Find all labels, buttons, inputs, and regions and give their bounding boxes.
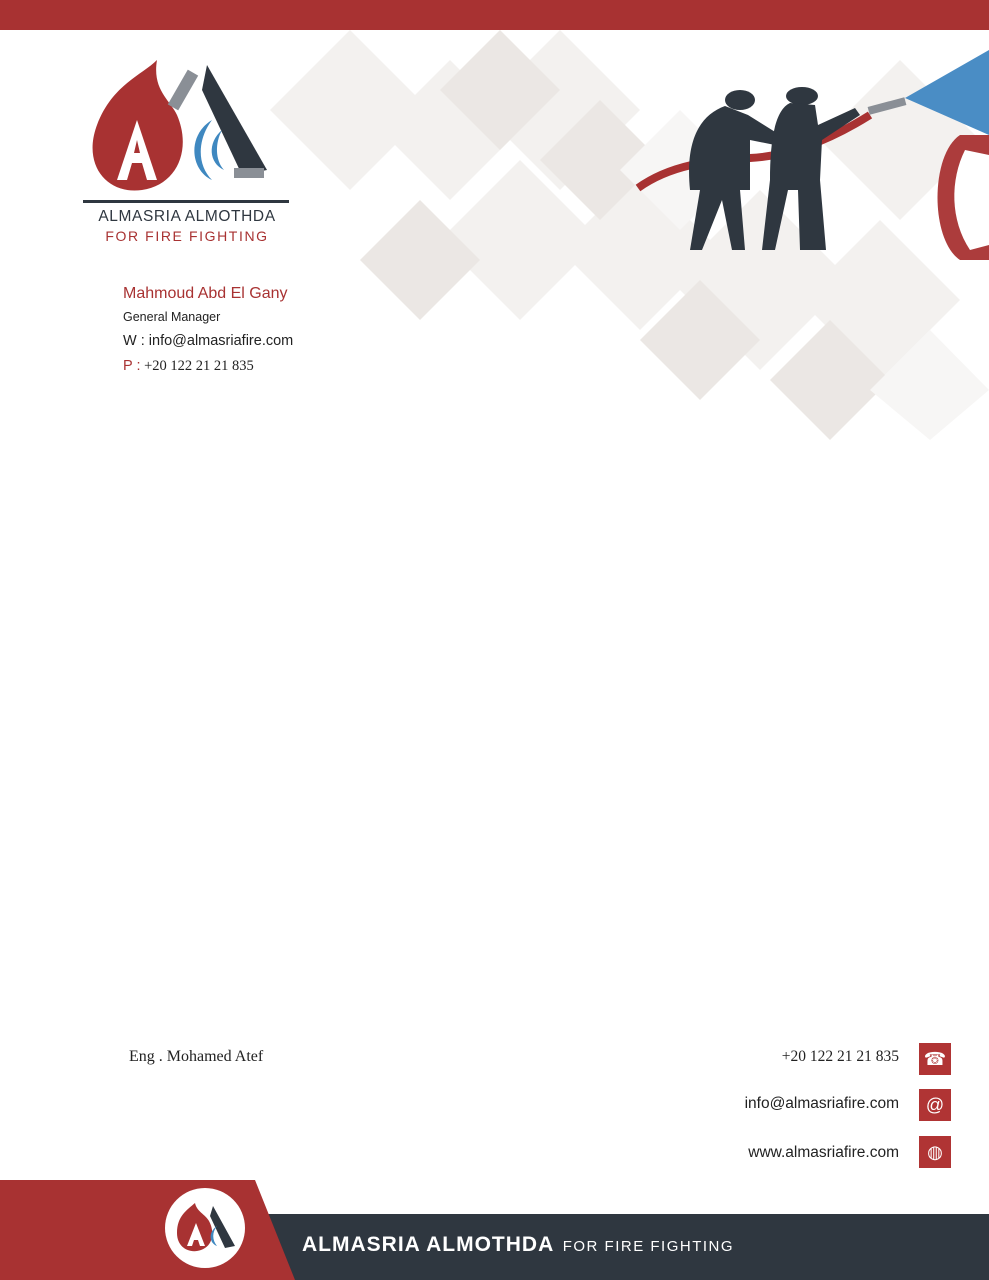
contact-phone	[123, 358, 254, 375]
at-icon: @	[919, 1089, 951, 1121]
logo-company-name: ALMASRIA ALMOTHDA	[98, 208, 276, 225]
phone-icon: ☎	[919, 1043, 951, 1075]
contact-name: Mahmoud Abd El Gany	[123, 285, 288, 302]
web-value[interactable]: info@almasriafire.com	[148, 333, 294, 349]
phone-value: +20 122 21 21 835	[144, 358, 254, 374]
contact-role: General Manager	[123, 310, 221, 324]
footer-band	[0, 1178, 989, 1280]
footer-logo	[165, 1188, 245, 1268]
globe-icon: ◍	[919, 1136, 951, 1168]
footer-website	[748, 1144, 899, 1162]
footer-brand	[302, 1233, 734, 1257]
web-label: W :	[123, 333, 145, 349]
logo-tagline: FOR FIRE FIGHTING	[105, 228, 269, 244]
footer-phone	[782, 1048, 899, 1066]
footer-website-text[interactable]: www.almasriafire.com	[748, 1144, 899, 1161]
footer-phone-text: +20 122 21 21 835	[781, 1048, 899, 1065]
logo-underline	[83, 200, 289, 203]
signature-text: Eng . Mohamed Atef	[129, 1048, 264, 1065]
phone-label: P :	[123, 358, 141, 374]
footer-brand-name: ALMASRIA ALMOTHDA	[302, 1233, 555, 1256]
contact-web	[123, 333, 293, 349]
footer-email-text[interactable]: info@almasriafire.com	[744, 1095, 899, 1112]
firefighters-illustration	[630, 40, 989, 270]
footer-brand-tagline: FOR FIRE FIGHTING	[562, 1238, 735, 1255]
footer-email	[745, 1095, 899, 1113]
